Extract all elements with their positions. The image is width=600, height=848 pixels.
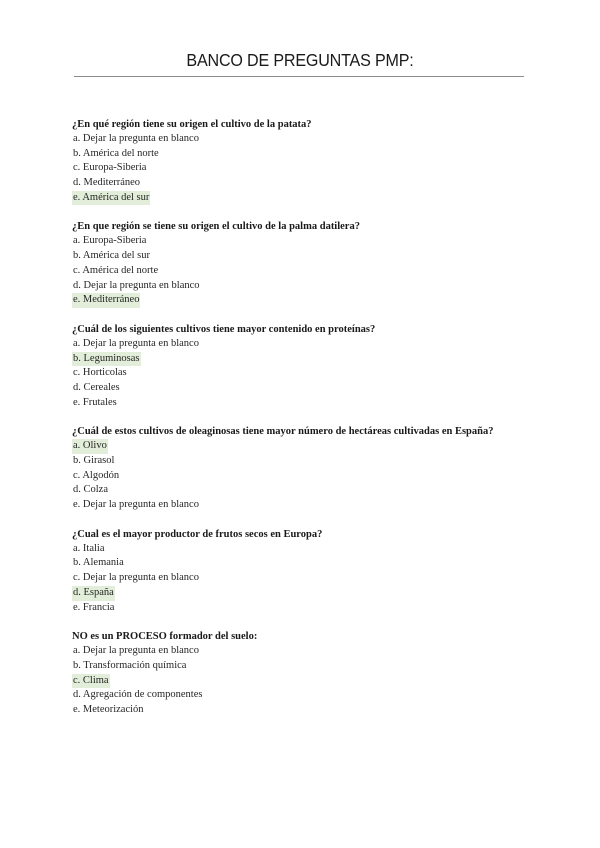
option-label: b. Leguminosas — [72, 352, 141, 367]
option-label: e. América del sur — [72, 191, 150, 206]
option-e — [72, 498, 542, 513]
option-d — [72, 279, 542, 294]
question-1 — [72, 117, 542, 205]
option-b — [72, 352, 542, 367]
option-c — [72, 264, 542, 279]
option-d — [72, 381, 542, 396]
option-a — [72, 132, 542, 147]
option-label: e. Mediterráneo — [72, 293, 140, 308]
option-label: a. Italia — [73, 542, 105, 554]
option-d — [72, 176, 542, 191]
option-b — [72, 659, 542, 674]
option-c — [72, 571, 542, 586]
option-label: c. Dejar la pregunta en blanco — [73, 572, 199, 584]
option-label: e. Meteorización — [73, 703, 144, 715]
option-label: b. Girasol — [73, 455, 115, 466]
option-label: d. España — [72, 586, 115, 601]
option-label: a. Europa-Siberia — [73, 235, 147, 247]
option-c — [72, 161, 542, 176]
option-c — [72, 366, 542, 381]
option-label: b. Transformación química — [73, 659, 187, 671]
question-5 — [72, 527, 542, 615]
question-text: ¿En que región se tiene su origen el cultivo de la palma datilera? — [72, 221, 360, 233]
option-e — [72, 191, 542, 206]
question-6 — [72, 629, 542, 717]
question-text: ¿Cual es el mayor productor de frutos secos en Europa? — [72, 528, 323, 540]
question-3 — [72, 322, 542, 410]
option-d — [72, 688, 542, 703]
option-label: d. Cereales — [73, 381, 120, 393]
question-4 — [72, 424, 542, 512]
question-text: ¿En qué región tiene su origen el cultivo de la patata? — [72, 119, 312, 130]
option-b — [72, 249, 542, 264]
option-e — [72, 703, 542, 718]
option-label: e. Dejar la pregunta en blanco — [73, 499, 199, 511]
option-label: e. Francia — [73, 601, 115, 613]
option-label: a. Dejar la pregunta en blanco — [73, 337, 199, 349]
option-b — [72, 454, 542, 469]
option-c — [72, 674, 542, 689]
question-text: ¿Cuál de estos cultivos de oleaginosas tiene mayor número de hectáreas cultivadas en España? — [72, 426, 494, 438]
option-a — [72, 439, 542, 454]
question-text: NO es un PROCESO formador del suelo: — [72, 631, 258, 643]
option-label: c. Horticolas — [73, 367, 127, 379]
option-label: d. Colza — [73, 484, 108, 496]
option-e — [72, 396, 542, 411]
option-label: d. Dejar la pregunta en blanco — [73, 279, 200, 291]
option-label: c. Europa-Siberia — [73, 162, 147, 174]
option-c — [72, 469, 542, 484]
option-label: b. América del norte — [73, 147, 159, 159]
option-d — [72, 483, 542, 498]
option-label: c. Clima — [72, 674, 110, 689]
option-e — [72, 601, 542, 616]
option-a — [72, 234, 542, 249]
option-label: a. Olivo — [72, 439, 108, 454]
option-a — [72, 337, 542, 352]
option-label: b. América del sur — [73, 250, 150, 262]
option-label: c. América del norte — [73, 264, 159, 276]
question-text: ¿Cuál de los siguientes cultivos tiene mayor contenido en proteínas? — [72, 323, 376, 335]
question-2 — [72, 219, 542, 307]
question-list — [72, 117, 542, 732]
option-d — [72, 586, 542, 601]
option-label: d. Agregación de componentes — [73, 689, 203, 701]
option-a — [72, 644, 542, 659]
option-label: d. Mediterráneo — [73, 177, 141, 189]
option-b — [72, 556, 542, 571]
option-label: e. Frutales — [73, 396, 117, 408]
option-a — [72, 542, 542, 557]
option-label: c. Algodón — [73, 469, 120, 481]
option-label: a. Dejar la pregunta en blanco — [73, 133, 199, 144]
option-b — [72, 147, 542, 162]
title-divider — [74, 76, 524, 77]
document-title: BANCO DE PREGUNTAS PMP: — [186, 50, 414, 70]
option-label: a. Dejar la pregunta en blanco — [73, 645, 199, 657]
option-label: b. Alemania — [73, 557, 124, 569]
option-e — [72, 293, 542, 308]
